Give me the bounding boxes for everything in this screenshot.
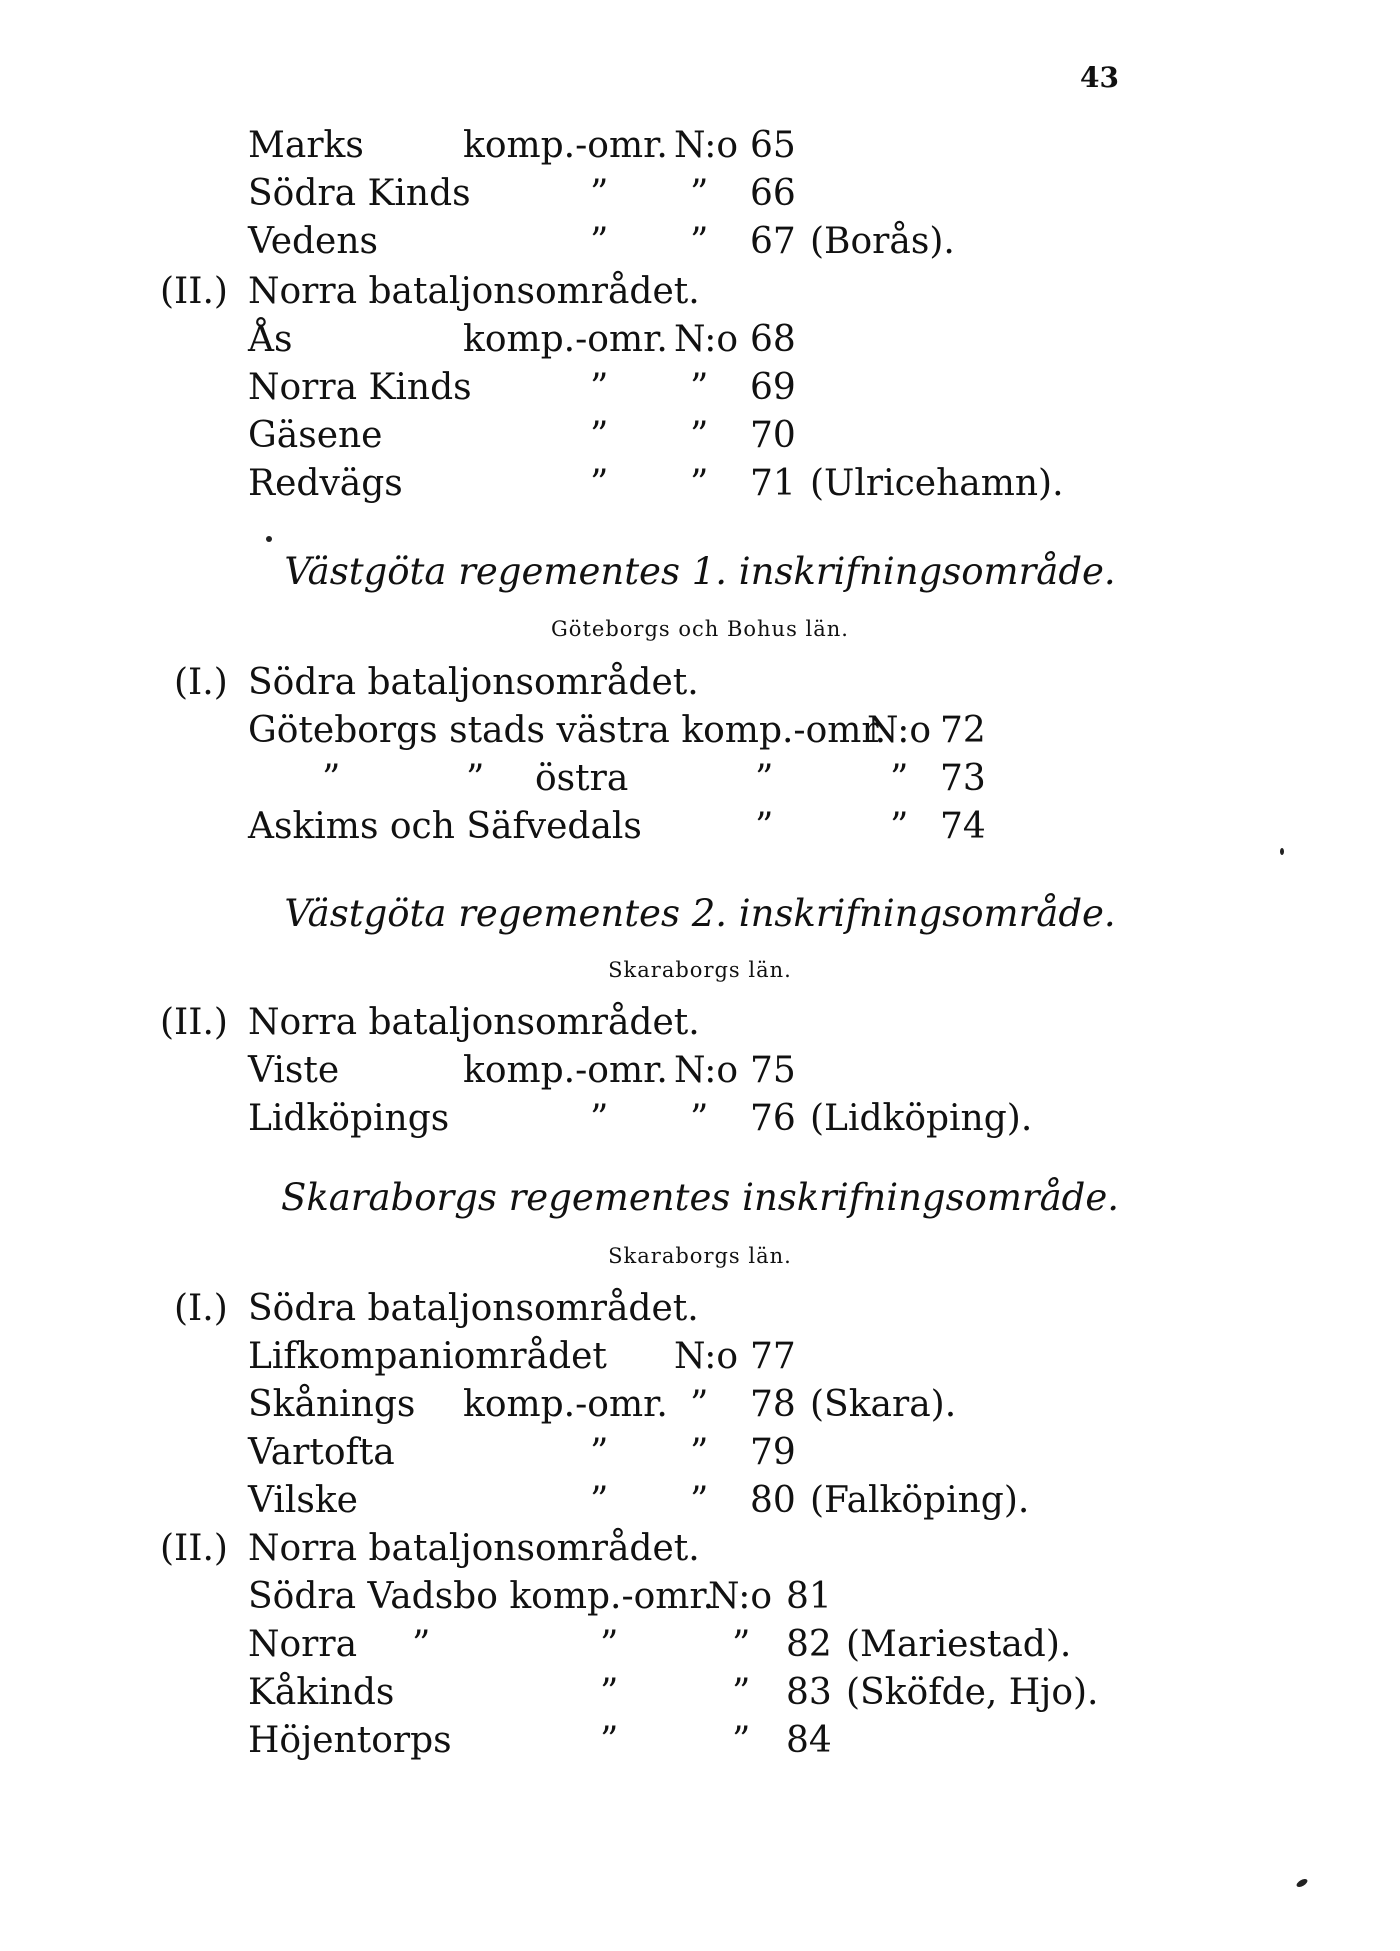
entry-number: 69 — [750, 367, 796, 408]
ditto-mark: ” — [412, 1624, 431, 1665]
ditto-mark: ” — [890, 806, 909, 847]
entry-note: (Falköping). — [810, 1480, 1030, 1521]
ditto-mark: ” — [590, 463, 609, 504]
entry-name: Vedens — [248, 221, 379, 262]
ditto-mark: ” — [732, 1672, 751, 1713]
ditto-mark: ” — [690, 415, 709, 456]
entry-number: 81 — [786, 1576, 832, 1617]
entry-number: 73 — [940, 758, 986, 799]
entry-number: 70 — [750, 415, 796, 456]
district-heading: Västgöta regementes 1. inskrifningsområde. — [284, 550, 1116, 593]
entry-name: Norra Kinds — [248, 367, 472, 408]
print-speck — [1295, 1877, 1308, 1888]
entry-number: 68 — [750, 319, 796, 360]
ditto-mark: ” — [690, 463, 709, 504]
entry-note: (Lidköping). — [810, 1098, 1033, 1139]
ditto-mark: ” — [755, 806, 774, 847]
ditto-mark: ” — [690, 367, 709, 408]
ditto-mark: ” — [690, 1098, 709, 1139]
ditto-mark: ” — [590, 415, 609, 456]
entry-name: Vartofta — [248, 1432, 395, 1473]
ditto-mark: ” — [600, 1720, 619, 1761]
ditto-mark: ” — [732, 1720, 751, 1761]
county-subheading: Göteborgs och Bohus län. — [551, 617, 849, 641]
entry-no: N:o — [708, 1576, 773, 1617]
entry-name: Norra — [248, 1624, 358, 1665]
ditto-mark: ” — [890, 758, 909, 799]
ditto-mark: ” — [690, 221, 709, 262]
ditto-mark: ” — [690, 1480, 709, 1521]
ditto-mark: ” — [590, 1098, 609, 1139]
entry-number: 74 — [940, 806, 986, 847]
entry-no: N:o — [674, 319, 739, 360]
ditto-mark: ” — [690, 173, 709, 214]
entry-number: 80 — [750, 1480, 796, 1521]
entry-komp: komp.-omr. — [463, 125, 668, 166]
ditto-mark: ” — [600, 1624, 619, 1665]
battalion-label: (II.) — [160, 1528, 228, 1569]
entry-number: 71 — [750, 463, 796, 504]
ditto-mark: ” — [732, 1624, 751, 1665]
entry-name: Redvägs — [248, 463, 403, 504]
entry-name: Göteborgs stads västra komp.-omr. — [248, 710, 887, 751]
entry-number: 82 — [786, 1624, 832, 1665]
entry-note: (Ulricehamn). — [810, 463, 1064, 504]
battalion-label: (II.) — [160, 271, 228, 312]
entry-name: Marks — [248, 125, 364, 166]
ditto-mark: ” — [690, 1432, 709, 1473]
entry-no: N:o — [674, 125, 739, 166]
print-speck — [266, 536, 272, 542]
ditto-mark: ” — [322, 758, 341, 799]
entry-komp: komp.-omr. — [463, 1384, 668, 1425]
entry-name: Askims och Säfvedals — [248, 806, 642, 847]
district-heading: Västgöta regementes 2. inskrifningsområde. — [284, 892, 1116, 935]
entry-number: 67 — [750, 221, 796, 262]
entry-number: 83 — [786, 1672, 832, 1713]
battalion-label: (II.) — [160, 1002, 228, 1043]
entry-no: N:o — [674, 1050, 739, 1091]
battalion-label: (I.) — [174, 662, 228, 703]
page-number: 43 — [1080, 61, 1119, 94]
entry-number: 77 — [750, 1336, 796, 1377]
entry-no: N:o — [674, 1336, 739, 1377]
entry-number: 75 — [750, 1050, 796, 1091]
entry-number: 79 — [750, 1432, 796, 1473]
entry-name: Södra Kinds — [248, 173, 471, 214]
entry-note: (Mariestad). — [846, 1624, 1072, 1665]
ditto-mark: ” — [466, 758, 485, 799]
battalion-title: Norra bataljonsområdet. — [248, 1528, 700, 1569]
entry-number: 65 — [750, 125, 796, 166]
entry-name: Skånings — [248, 1384, 416, 1425]
ditto-mark: ” — [590, 367, 609, 408]
ditto-mark: ” — [600, 1672, 619, 1713]
battalion-title: Norra bataljonsområdet. — [248, 1002, 700, 1043]
ditto-mark: ” — [755, 758, 774, 799]
district-heading: Skaraborgs regementes inskrifningsområde. — [280, 1176, 1120, 1219]
county-subheading: Skaraborgs län. — [608, 1244, 792, 1268]
entry-number: 78 — [750, 1384, 796, 1425]
entry-name: Södra Vadsbo komp.-omr. — [248, 1576, 715, 1617]
county-subheading: Skaraborgs län. — [608, 958, 792, 982]
entry-name: östra — [535, 758, 629, 799]
entry-name: Viste — [248, 1050, 340, 1091]
entry-number: 66 — [750, 173, 796, 214]
entry-name: Lidköpings — [248, 1098, 450, 1139]
entry-name: Höjentorps — [248, 1720, 452, 1761]
battalion-title: Norra bataljonsområdet. — [248, 271, 700, 312]
ditto-mark: ” — [690, 1384, 709, 1425]
entry-number: 72 — [940, 710, 986, 751]
battalion-title: Södra bataljonsområdet. — [248, 662, 699, 703]
ditto-mark: ” — [590, 173, 609, 214]
entry-no: N:o — [867, 710, 932, 751]
entry-komp: komp.-omr. — [463, 1050, 668, 1091]
entry-note: (Borås). — [810, 221, 955, 262]
entry-name: Vilske — [248, 1480, 358, 1521]
print-speck — [1280, 848, 1284, 855]
entry-name: Kåkinds — [248, 1672, 395, 1713]
ditto-mark: ” — [590, 221, 609, 262]
entry-name: Lifkompaniområdet — [248, 1336, 607, 1377]
entry-name: Ås — [248, 319, 293, 360]
entry-number: 76 — [750, 1098, 796, 1139]
entry-komp: komp.-omr. — [463, 319, 668, 360]
battalion-label: (I.) — [174, 1288, 228, 1329]
ditto-mark: ” — [590, 1480, 609, 1521]
ditto-mark: ” — [590, 1432, 609, 1473]
entry-name: Gäsene — [248, 415, 383, 456]
entry-note: (Skara). — [810, 1384, 957, 1425]
entry-number: 84 — [786, 1720, 832, 1761]
entry-note: (Sköfde, Hjo). — [846, 1672, 1099, 1713]
battalion-title: Södra bataljonsområdet. — [248, 1288, 699, 1329]
